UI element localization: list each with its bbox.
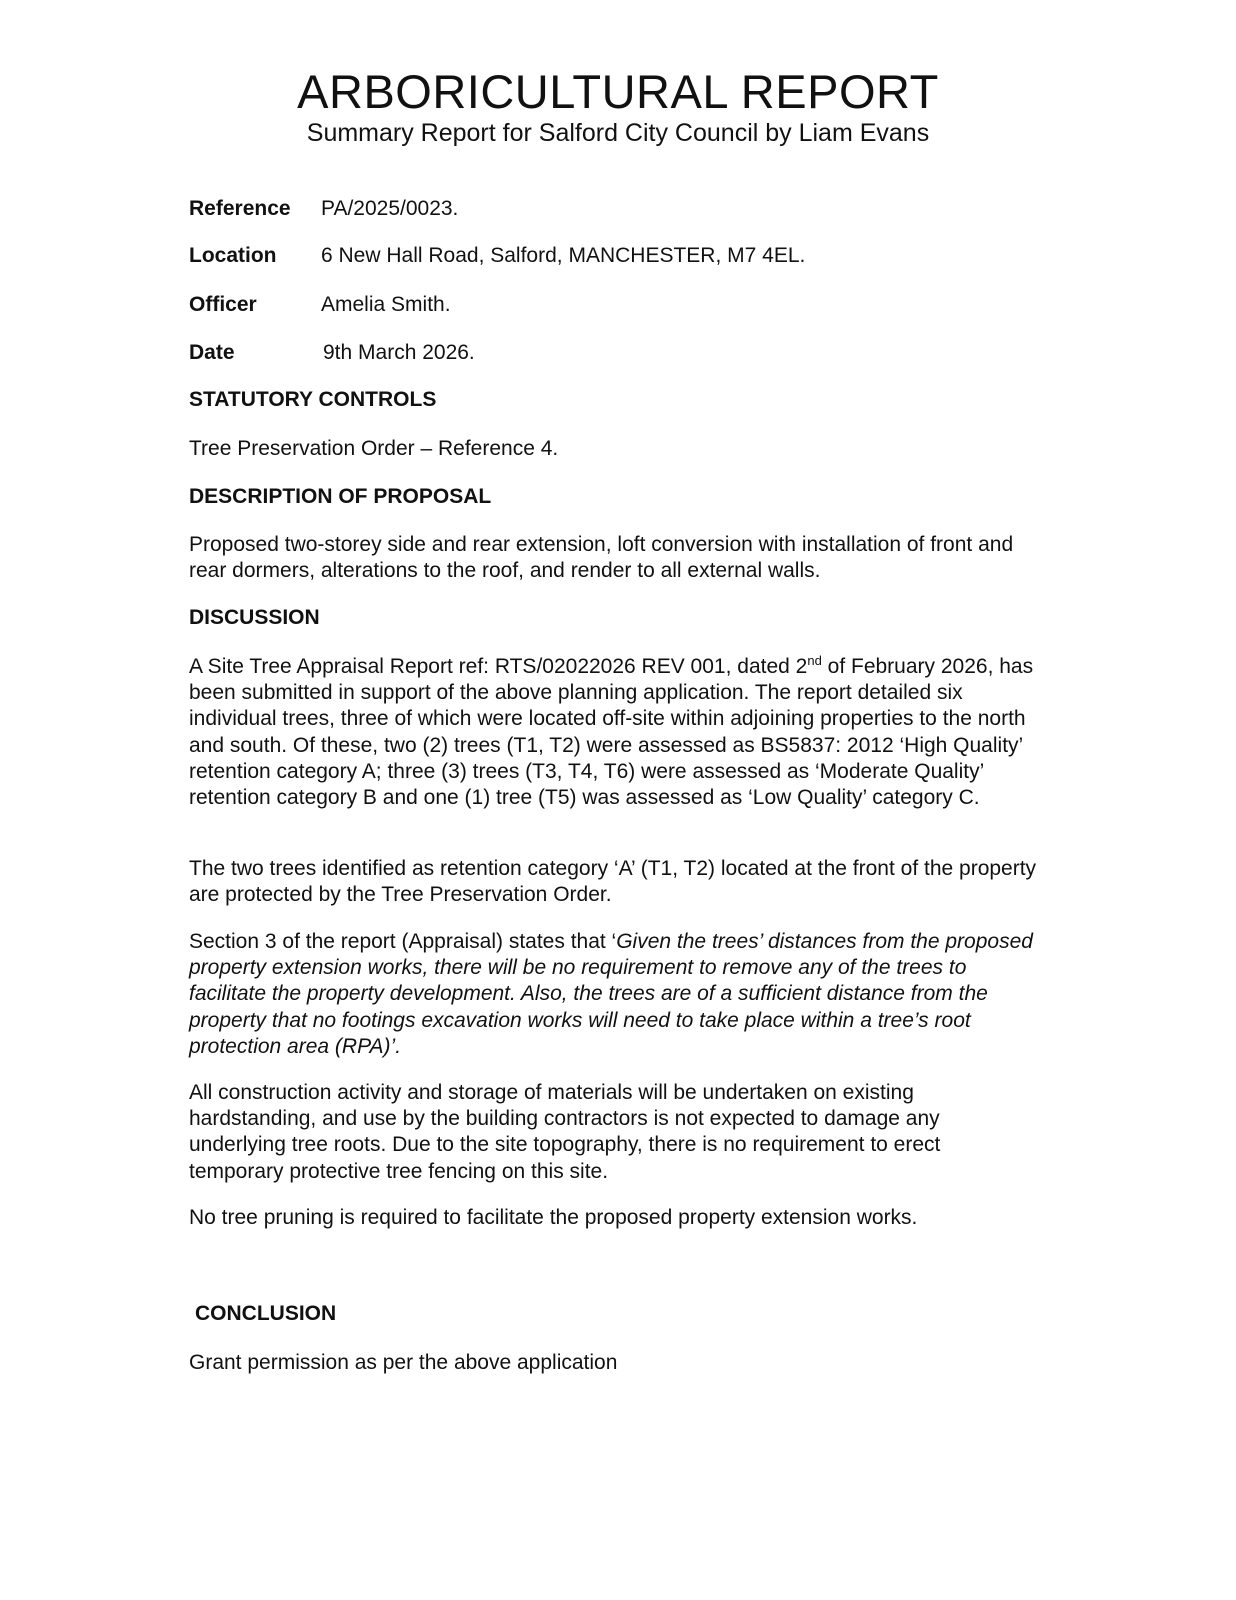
proposal-text: Proposed two-storey side and rear extension, loft conversion with installation of front and rear dormers, alterations to the roof, and render to all external walls. bbox=[189, 533, 1014, 583]
location-value: 6 New Hall Road, Salford, MANCHESTER, M7 4EL. bbox=[321, 244, 806, 267]
discussion-p3-quote: Given the trees’ distances from the proposed property extension works, there will be no requirement to remove any of the trees to facilitate the property development. Also, the trees are of a sufficient distance from the property that no footings excavation works will need to take place within a tree’s root protection area (RPA)’. bbox=[189, 930, 1033, 1058]
discussion-heading: DISCUSSION bbox=[189, 606, 320, 629]
discussion-paragraph-5: No tree pruning is required to facilitate the proposed property extension works. bbox=[189, 1206, 918, 1229]
location-label: Location bbox=[189, 244, 277, 267]
reference-label: Reference bbox=[189, 197, 291, 220]
discussion-p1-end: of February 2026, has been submitted in support of the above planning application. The report detailed six individual trees, three of which were located off-site within adjoining properties to the north and south. Of these, two (2) trees (T1, T2) were assessed as BS5837: 2012 ‘High Quality’ retention category A; three (3) trees (T3, T4, T6) were assessed as ‘Moderate Quality’ retention category B and one (1) tree (T5) was assessed as ‘Low Quality’ category C. bbox=[189, 655, 1034, 810]
discussion-p1-start: A Site Tree Appraisal Report ref: RTS/02022026 REV 001, dated 2 bbox=[189, 655, 808, 678]
date-label: Date bbox=[189, 341, 235, 364]
discussion-paragraph-2: The two trees identified as retention category ‘A’ (T1, T2) located at the front of the property are protected by the Tree Preservation Order. bbox=[189, 857, 1037, 907]
report-subtitle: Summary Report for Salford City Council by Liam Evans bbox=[306, 119, 930, 147]
discussion-paragraph-1 bbox=[189, 654, 1039, 811]
discussion-p3-intro: Section 3 of the report (Appraisal) states that ‘ bbox=[189, 930, 617, 953]
statutory-controls-text: Tree Preservation Order – Reference 4. bbox=[189, 437, 559, 460]
report-title: ARBORICULTURAL REPORT bbox=[297, 65, 939, 118]
reference-value: PA/2025/0023. bbox=[321, 197, 459, 220]
statutory-controls-heading: STATUTORY CONTROLS bbox=[189, 388, 437, 411]
conclusion-text: Grant permission as per the above application bbox=[189, 1351, 618, 1374]
date-value: 9th March 2026. bbox=[323, 341, 475, 364]
proposal-heading: DESCRIPTION OF PROPOSAL bbox=[189, 485, 492, 508]
officer-value: Amelia Smith. bbox=[321, 293, 451, 316]
discussion-paragraph-3 bbox=[189, 929, 1039, 1060]
conclusion-heading: CONCLUSION bbox=[195, 1302, 337, 1325]
discussion-paragraph-4: All construction activity and storage of materials will be undertaken on existing hardstanding, and use by the building contractors is not expected to damage any underlying tree roots. Due to the site topography, there is no requirement to erect temporary protective tree fencing on this site. bbox=[189, 1081, 941, 1183]
ordinal-suffix: nd bbox=[807, 653, 822, 668]
officer-label: Officer bbox=[189, 293, 257, 316]
